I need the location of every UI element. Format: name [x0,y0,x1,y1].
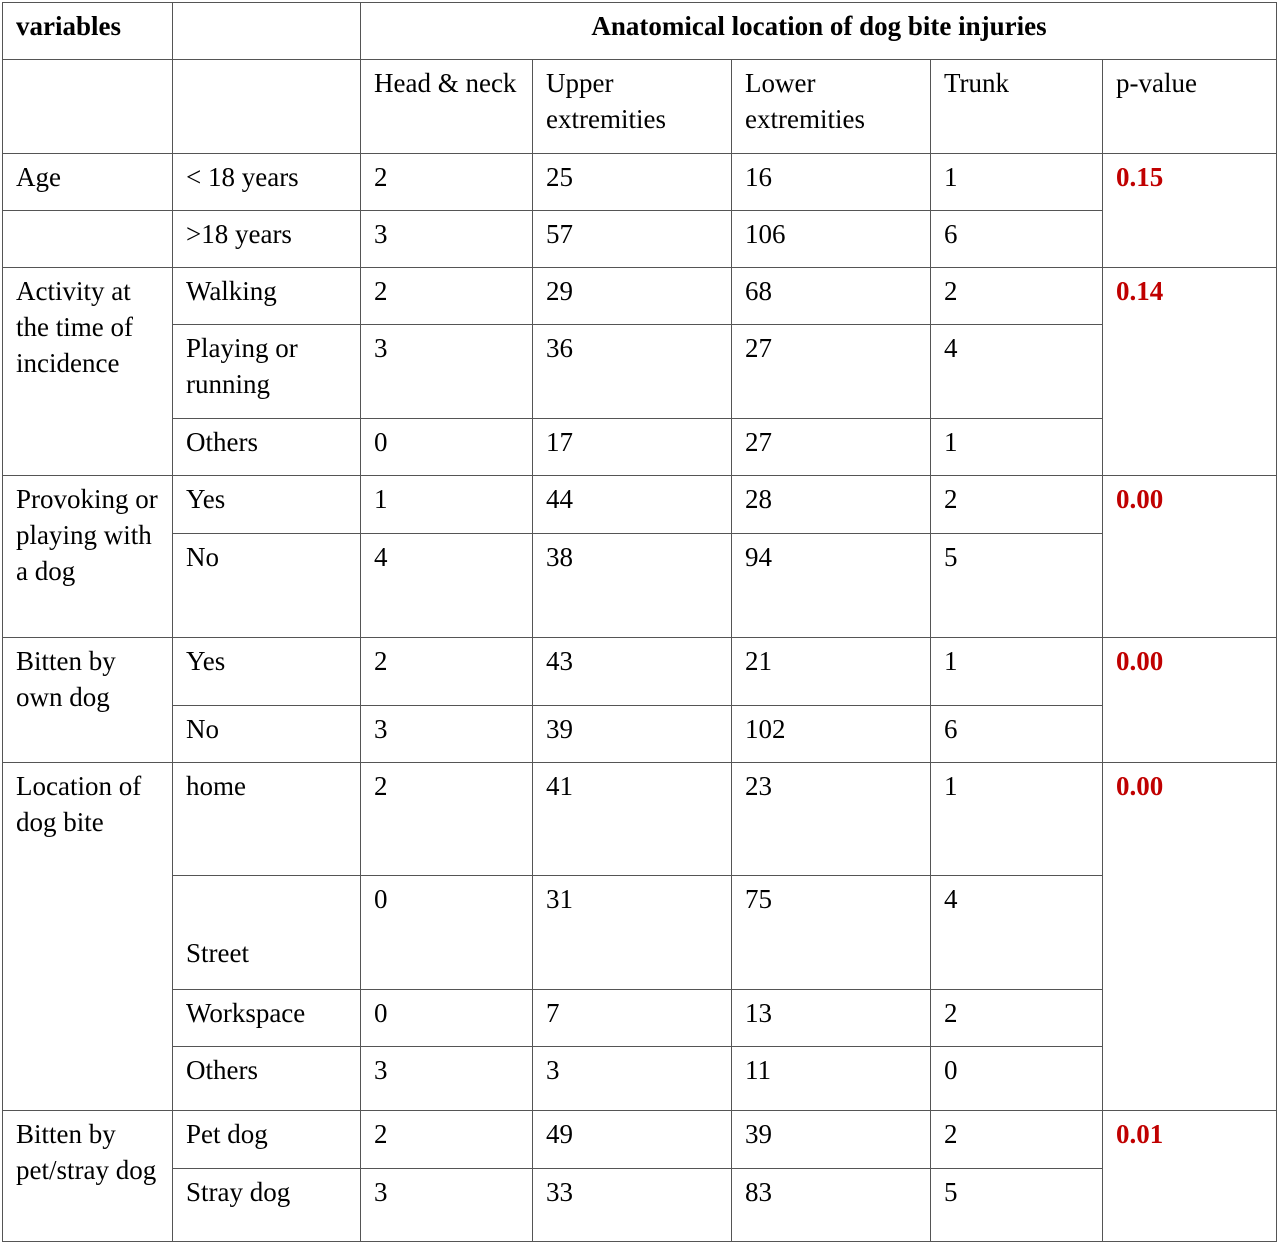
value-cell: 2 [931,268,1103,325]
value-cell: 44 [533,476,732,534]
empty-variable-cell [3,211,173,268]
table-row [3,154,1277,211]
table-title-row [3,3,1277,60]
column-header-lower-extremities: Lower extremities [732,60,931,154]
value-cell: 2 [361,154,533,211]
value-cell: 16 [732,154,931,211]
value-cell: 49 [533,1111,732,1169]
value-cell: 57 [533,211,732,268]
level-label: No [173,706,361,763]
empty-header-cell [173,3,361,60]
variable-name: Age [3,154,173,211]
value-cell: 2 [931,476,1103,534]
value-cell: 1 [931,638,1103,706]
value-cell: 1 [361,476,533,534]
column-header-row [3,60,1277,154]
table-row [3,534,1277,638]
level-label: Others [173,419,361,476]
level-label: >18 years [173,211,361,268]
p-value-cell: 0.00 [1103,476,1277,638]
value-cell: 39 [533,706,732,763]
value-cell: 4 [931,325,1103,419]
variables-header: variables [3,3,173,60]
value-cell: 1 [931,419,1103,476]
value-cell: 2 [931,1111,1103,1169]
value-cell: 102 [732,706,931,763]
value-cell: 2 [361,638,533,706]
value-cell: 4 [931,876,1103,990]
value-cell: 106 [732,211,931,268]
value-cell: 43 [533,638,732,706]
table-row [3,476,1277,534]
p-value-cell: 0.00 [1103,638,1277,763]
p-value-cell: 0.00 [1103,763,1277,1111]
value-cell: 27 [732,325,931,419]
table-row [3,706,1277,763]
column-header-p-value: p-value [1103,60,1277,154]
value-cell: 1 [931,154,1103,211]
value-cell: 2 [361,763,533,876]
table-row [3,1047,1277,1111]
dog-bite-table [2,2,1277,1242]
value-cell: 17 [533,419,732,476]
table-row [3,211,1277,268]
value-cell: 68 [732,268,931,325]
value-cell: 2 [361,1111,533,1169]
value-cell: 11 [732,1047,931,1111]
value-cell: 29 [533,268,732,325]
level-label: home [173,763,361,876]
table-row [3,638,1277,706]
value-cell: 0 [361,990,533,1047]
table-row [3,325,1277,419]
value-cell: 36 [533,325,732,419]
value-cell: 33 [533,1169,732,1242]
value-cell: 41 [533,763,732,876]
table-row [3,763,1277,876]
value-cell: 5 [931,534,1103,638]
value-cell: 21 [732,638,931,706]
value-cell: 7 [533,990,732,1047]
value-cell: 3 [361,1047,533,1111]
level-label: Playing or running [173,325,361,419]
value-cell: 6 [931,706,1103,763]
value-cell: 2 [931,990,1103,1047]
value-cell: 13 [732,990,931,1047]
value-cell: 31 [533,876,732,990]
empty-header-cell [173,60,361,154]
table-row [3,1169,1277,1242]
value-cell: 3 [361,325,533,419]
table-row [3,990,1277,1047]
level-label: No [173,534,361,638]
value-cell: 27 [732,419,931,476]
value-cell: 0 [361,876,533,990]
value-cell: 3 [361,706,533,763]
value-cell: 28 [732,476,931,534]
level-label: Yes [173,476,361,534]
value-cell: 23 [732,763,931,876]
value-cell: 3 [361,1169,533,1242]
value-cell: 1 [931,763,1103,876]
value-cell: 39 [732,1111,931,1169]
table-row [3,876,1277,990]
value-cell: 6 [931,211,1103,268]
value-cell: 94 [732,534,931,638]
p-value-cell: 0.01 [1103,1111,1277,1242]
value-cell: 25 [533,154,732,211]
value-cell: 83 [732,1169,931,1242]
variable-name: Bitten by own dog [3,638,173,763]
value-cell: 75 [732,876,931,990]
table-row [3,1111,1277,1169]
value-cell: 38 [533,534,732,638]
level-label: < 18 years [173,154,361,211]
level-label: Others [173,1047,361,1111]
column-header-trunk: Trunk [931,60,1103,154]
value-cell: 3 [361,211,533,268]
variable-name: Location of dog bite [3,763,173,1111]
table-row [3,268,1277,325]
level-label: Workspace [173,990,361,1047]
value-cell: 0 [361,419,533,476]
empty-header-cell [3,60,173,154]
anatomical-location-header: Anatomical location of dog bite injuries [361,3,1277,60]
level-label: Street [173,876,361,990]
column-header-head-neck: Head & neck [361,60,533,154]
column-header-upper-extremities: Upper extremities [533,60,732,154]
level-label: Yes [173,638,361,706]
value-cell: 2 [361,268,533,325]
level-label: Stray dog [173,1169,361,1242]
variable-name: Activity at the time of incidence [3,268,173,476]
variable-name: Bitten by pet/stray dog [3,1111,173,1242]
value-cell: 5 [931,1169,1103,1242]
value-cell: 3 [533,1047,732,1111]
table-row [3,419,1277,476]
level-label: Walking [173,268,361,325]
value-cell: 0 [931,1047,1103,1111]
p-value-cell: 0.15 [1103,154,1277,268]
variable-name: Provoking or playing with a dog [3,476,173,638]
level-label: Pet dog [173,1111,361,1169]
value-cell: 4 [361,534,533,638]
p-value-cell: 0.14 [1103,268,1277,476]
